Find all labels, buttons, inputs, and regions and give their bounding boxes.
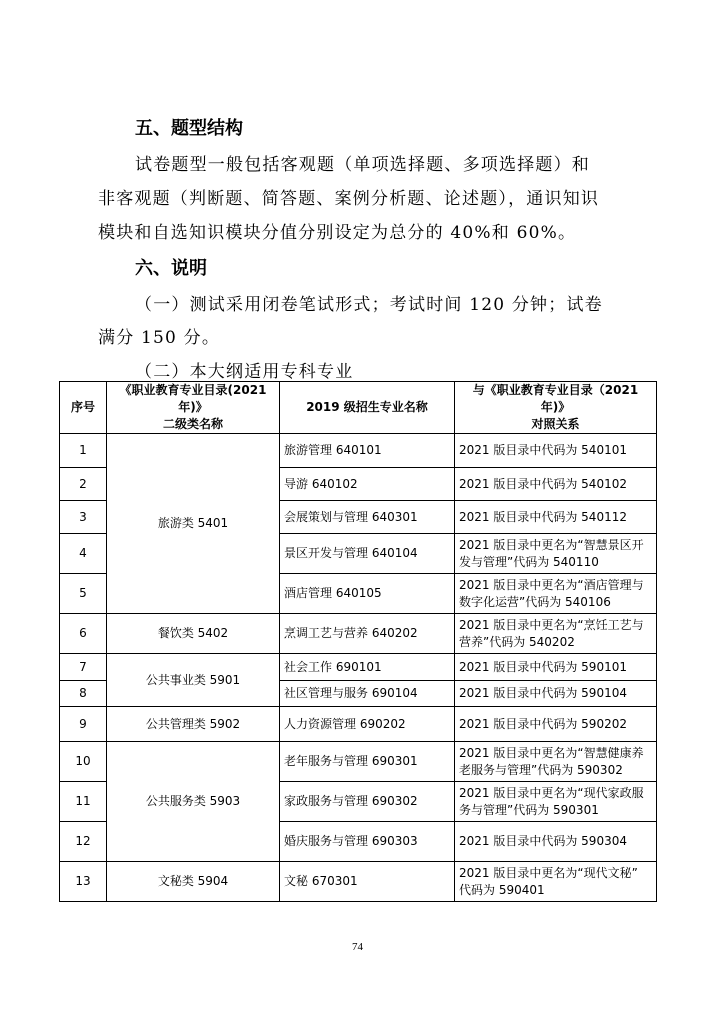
row-no: 9	[60, 707, 107, 742]
row-no: 5	[60, 574, 107, 614]
relation-cell	[455, 574, 657, 614]
major-cell: 社区管理与服务 690104	[280, 681, 455, 707]
relation-line-1: 2021 版目录中代码为 540112	[459, 509, 627, 524]
table-header-row	[60, 382, 657, 434]
relation-line-1: 2021 版目录中代码为 590202	[459, 716, 627, 731]
major-cell: 景区开发与管理 640104	[280, 534, 455, 574]
row-no: 10	[60, 742, 107, 782]
relation-line-1: 2021 版目录中代码为 590101	[459, 659, 627, 674]
row-no: 13	[60, 862, 107, 902]
relation-cell	[455, 534, 657, 574]
category-cell: 公共服务类 5903	[107, 742, 280, 862]
relation-cell	[455, 782, 657, 822]
header-relation-line-2: 对照关系	[531, 417, 580, 431]
header-relation-line-1: 与《职业教育专业目录（2021 年)》	[472, 383, 639, 414]
section-6-line-3: （二）本大纲适用专科专业	[135, 362, 354, 382]
table-row	[60, 654, 657, 681]
relation-line-2: 老服务与管理”代码为 590302	[459, 762, 623, 777]
relation-cell	[455, 501, 657, 534]
major-cell: 人力资源管理 690202	[280, 707, 455, 742]
row-no: 6	[60, 614, 107, 654]
relation-line-1: 2021 版目录中更名为“现代家政服	[459, 785, 644, 800]
major-cell: 会展策划与管理 640301	[280, 501, 455, 534]
major-cell: 酒店管理 640105	[280, 574, 455, 614]
relation-line-1: 2021 版目录中更名为“酒店管理与	[459, 577, 644, 592]
major-cell: 家政服务与管理 690302	[280, 782, 455, 822]
relation-line-1: 2021 版目录中更名为“智慧健康养	[459, 745, 644, 760]
relation-cell	[455, 742, 657, 782]
relation-cell	[455, 468, 657, 501]
category-cell: 公共事业类 5901	[107, 654, 280, 707]
header-major: 2019 级招生专业名称	[280, 382, 455, 434]
header-no: 序号	[60, 382, 107, 434]
section-6-heading: 六、说明	[135, 258, 207, 279]
relation-cell	[455, 862, 657, 902]
header-category	[107, 382, 280, 434]
section-5-line-2: 非客观题（判断题、简答题、案例分析题、论述题），通识知识	[98, 189, 600, 209]
relation-line-1: 2021 版目录中代码为 590304	[459, 834, 627, 848]
major-cell: 老年服务与管理 690301	[280, 742, 455, 782]
table-row	[60, 742, 657, 782]
section-5-heading: 五、题型结构	[135, 118, 243, 139]
relation-line-1: 2021 版目录中更名为“智慧景区开	[459, 537, 644, 552]
table-row	[60, 434, 657, 468]
section-6-line-2: 满分 150 分。	[98, 328, 221, 348]
header-category-line-1: 《职业教育专业目录(2021 年)》	[119, 383, 267, 414]
section-5-line-1: 试卷题型一般包括客观题（单项选择题、多项选择题）和	[135, 155, 590, 175]
section-5-line-3: 模块和自选知识模块分值分别设定为总分的 40%和 60%。	[98, 223, 577, 243]
row-no: 11	[60, 782, 107, 822]
category-cell: 餐饮类 5402	[107, 614, 280, 654]
section-6-line-1: （一）测试采用闭卷笔试形式；考试时间 120 分钟；试卷	[135, 295, 603, 315]
table-row	[60, 862, 657, 902]
major-cell: 婚庆服务与管理 690303	[280, 822, 455, 862]
relation-cell	[455, 434, 657, 468]
relation-line-1: 2021 版目录中代码为 540102	[459, 476, 627, 491]
header-relation	[455, 382, 657, 434]
table-row	[60, 707, 657, 742]
relation-line-1: 2021 版目录中更名为“现代文秘”	[459, 865, 638, 880]
relation-line-2: 发与管理”代码为 540110	[459, 554, 599, 569]
relation-line-2: 营养”代码为 540202	[459, 634, 575, 649]
relation-line-1: 2021 版目录中代码为 590104	[459, 686, 627, 700]
relation-cell	[455, 654, 657, 681]
category-cell: 公共管理类 5902	[107, 707, 280, 742]
major-table	[59, 381, 657, 902]
relation-line-1: 2021 版目录中更名为“烹饪工艺与	[459, 617, 644, 632]
major-cell: 社会工作 690101	[280, 654, 455, 681]
row-no: 4	[60, 534, 107, 574]
major-cell: 烹调工艺与营养 640202	[280, 614, 455, 654]
major-cell: 旅游管理 640101	[280, 434, 455, 468]
category-cell: 文秘类 5904	[107, 862, 280, 902]
relation-cell	[455, 681, 657, 707]
relation-cell	[455, 614, 657, 654]
relation-line-2: 代码为 590401	[459, 882, 545, 897]
major-cell: 文秘 670301	[280, 862, 455, 902]
relation-cell	[455, 707, 657, 742]
relation-cell	[455, 822, 657, 862]
row-no: 2	[60, 468, 107, 501]
table-row	[60, 614, 657, 654]
row-no: 1	[60, 434, 107, 468]
row-no: 3	[60, 501, 107, 534]
page-number: 74	[352, 941, 363, 953]
relation-line-2: 务与管理”代码为 590301	[459, 802, 599, 817]
row-no: 8	[60, 681, 107, 707]
row-no: 12	[60, 822, 107, 862]
relation-line-2: 数字化运营”代码为 540106	[459, 594, 611, 609]
relation-line-1: 2021 版目录中代码为 540101	[459, 443, 627, 457]
major-cell: 导游 640102	[280, 468, 455, 501]
header-category-line-2: 二级类名称	[162, 417, 223, 431]
category-cell: 旅游类 5401	[107, 434, 280, 614]
row-no: 7	[60, 654, 107, 681]
